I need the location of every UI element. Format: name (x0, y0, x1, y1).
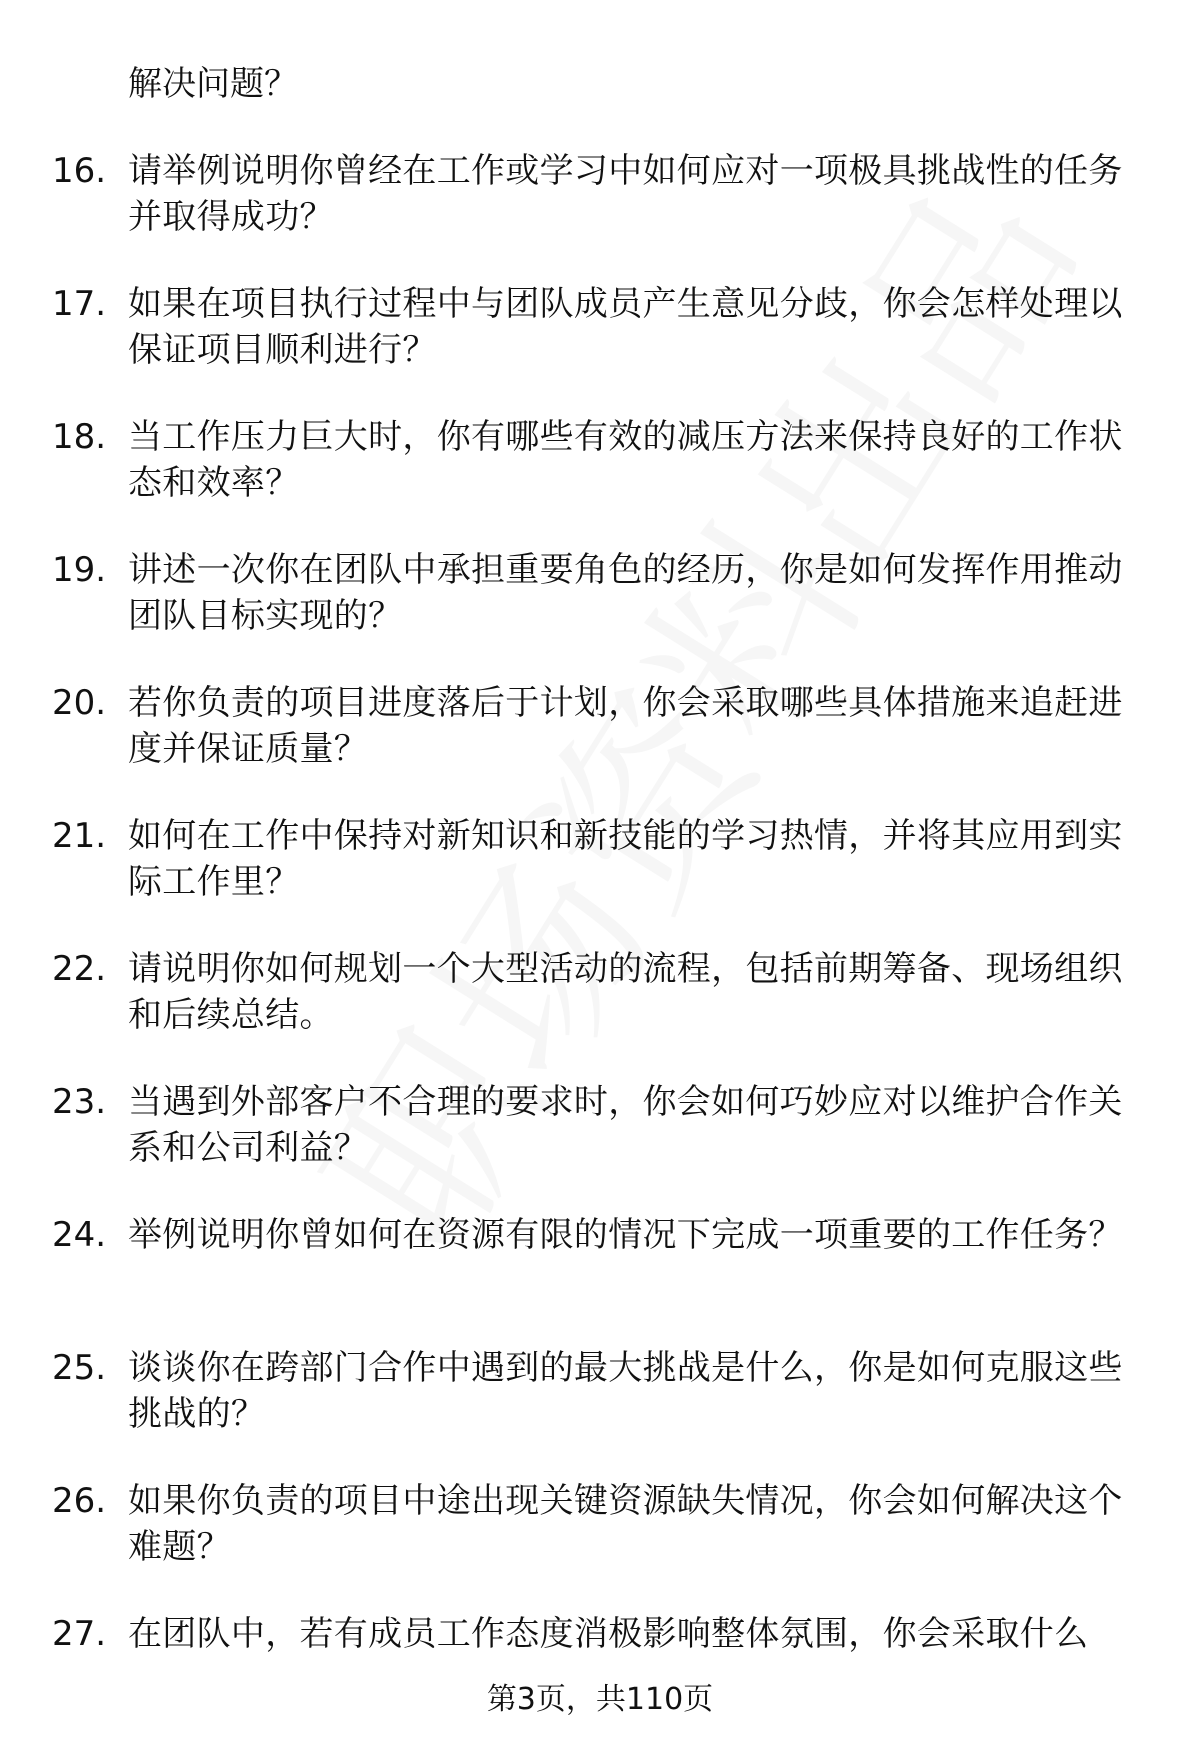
question-text: 若你负责的项目进度落后于计划，你会采取哪些具体措施来追赶进度并保证质量？ (128, 683, 1123, 769)
question-item (0, 1079, 1200, 1212)
page-footer: 第3页，共110页 (486, 1682, 714, 1717)
question-item (0, 1212, 1200, 1345)
question-number: 20. (52, 683, 107, 723)
question-text: 如何在工作中保持对新知识和新技能的学习热情，并将其应用到实际工作里？ (128, 816, 1123, 902)
question-item (0, 148, 1200, 281)
question-text: 请说明你如何规划一个大型活动的流程，包括前期筹备、现场组织和后续总结。 (128, 949, 1123, 1035)
question-item (0, 946, 1200, 1079)
question-item (0, 813, 1200, 946)
previous-question-continuation: 解决问题？ (128, 64, 298, 104)
question-text: 请举例说明你曾经在工作或学习中如何应对一项极具挑战性的任务并取得成功？ (128, 151, 1123, 237)
question-item (0, 1478, 1200, 1611)
question-item (0, 1611, 1200, 1744)
question-number: 18. (52, 417, 107, 457)
question-text: 举例说明你曾如何在资源有限的情况下完成一项重要的工作任务？ (128, 1215, 1123, 1255)
question-text: 如果在项目执行过程中与团队成员产生意见分歧，你会怎样处理以保证项目顺利进行？ (128, 284, 1123, 370)
question-number: 26. (52, 1481, 107, 1521)
question-item (0, 414, 1200, 547)
question-item (0, 1345, 1200, 1478)
question-item (0, 281, 1200, 414)
question-text: 当遇到外部客户不合理的要求时，你会如何巧妙应对以维护合作关系和公司利益？ (128, 1082, 1123, 1168)
question-item (0, 547, 1200, 680)
question-number: 17. (52, 284, 107, 324)
question-number: 21. (52, 816, 107, 856)
question-number: 22. (52, 949, 107, 989)
question-text: 如果你负责的项目中途出现关键资源缺失情况，你会如何解决这个难题？ (128, 1481, 1123, 1567)
question-number: 16. (52, 151, 107, 191)
question-number: 23. (52, 1082, 107, 1122)
question-number: 19. (52, 550, 107, 590)
question-list (0, 148, 1200, 1744)
question-text: 谈谈你在跨部门合作中遇到的最大挑战是什么，你是如何克服这些挑战的？ (128, 1348, 1123, 1434)
question-number: 27. (52, 1614, 107, 1654)
question-text: 当工作压力巨大时，你有哪些有效的减压方法来保持良好的工作状态和效率？ (128, 417, 1123, 503)
question-text: 在团队中，若有成员工作态度消极影响整体氛围，你会采取什么 (128, 1614, 1089, 1654)
question-number: 24. (52, 1215, 107, 1255)
question-number: 25. (52, 1348, 107, 1388)
question-item (0, 680, 1200, 813)
question-text: 讲述一次你在团队中承担重要角色的经历，你是如何发挥作用推动团队目标实现的？ (128, 550, 1123, 636)
